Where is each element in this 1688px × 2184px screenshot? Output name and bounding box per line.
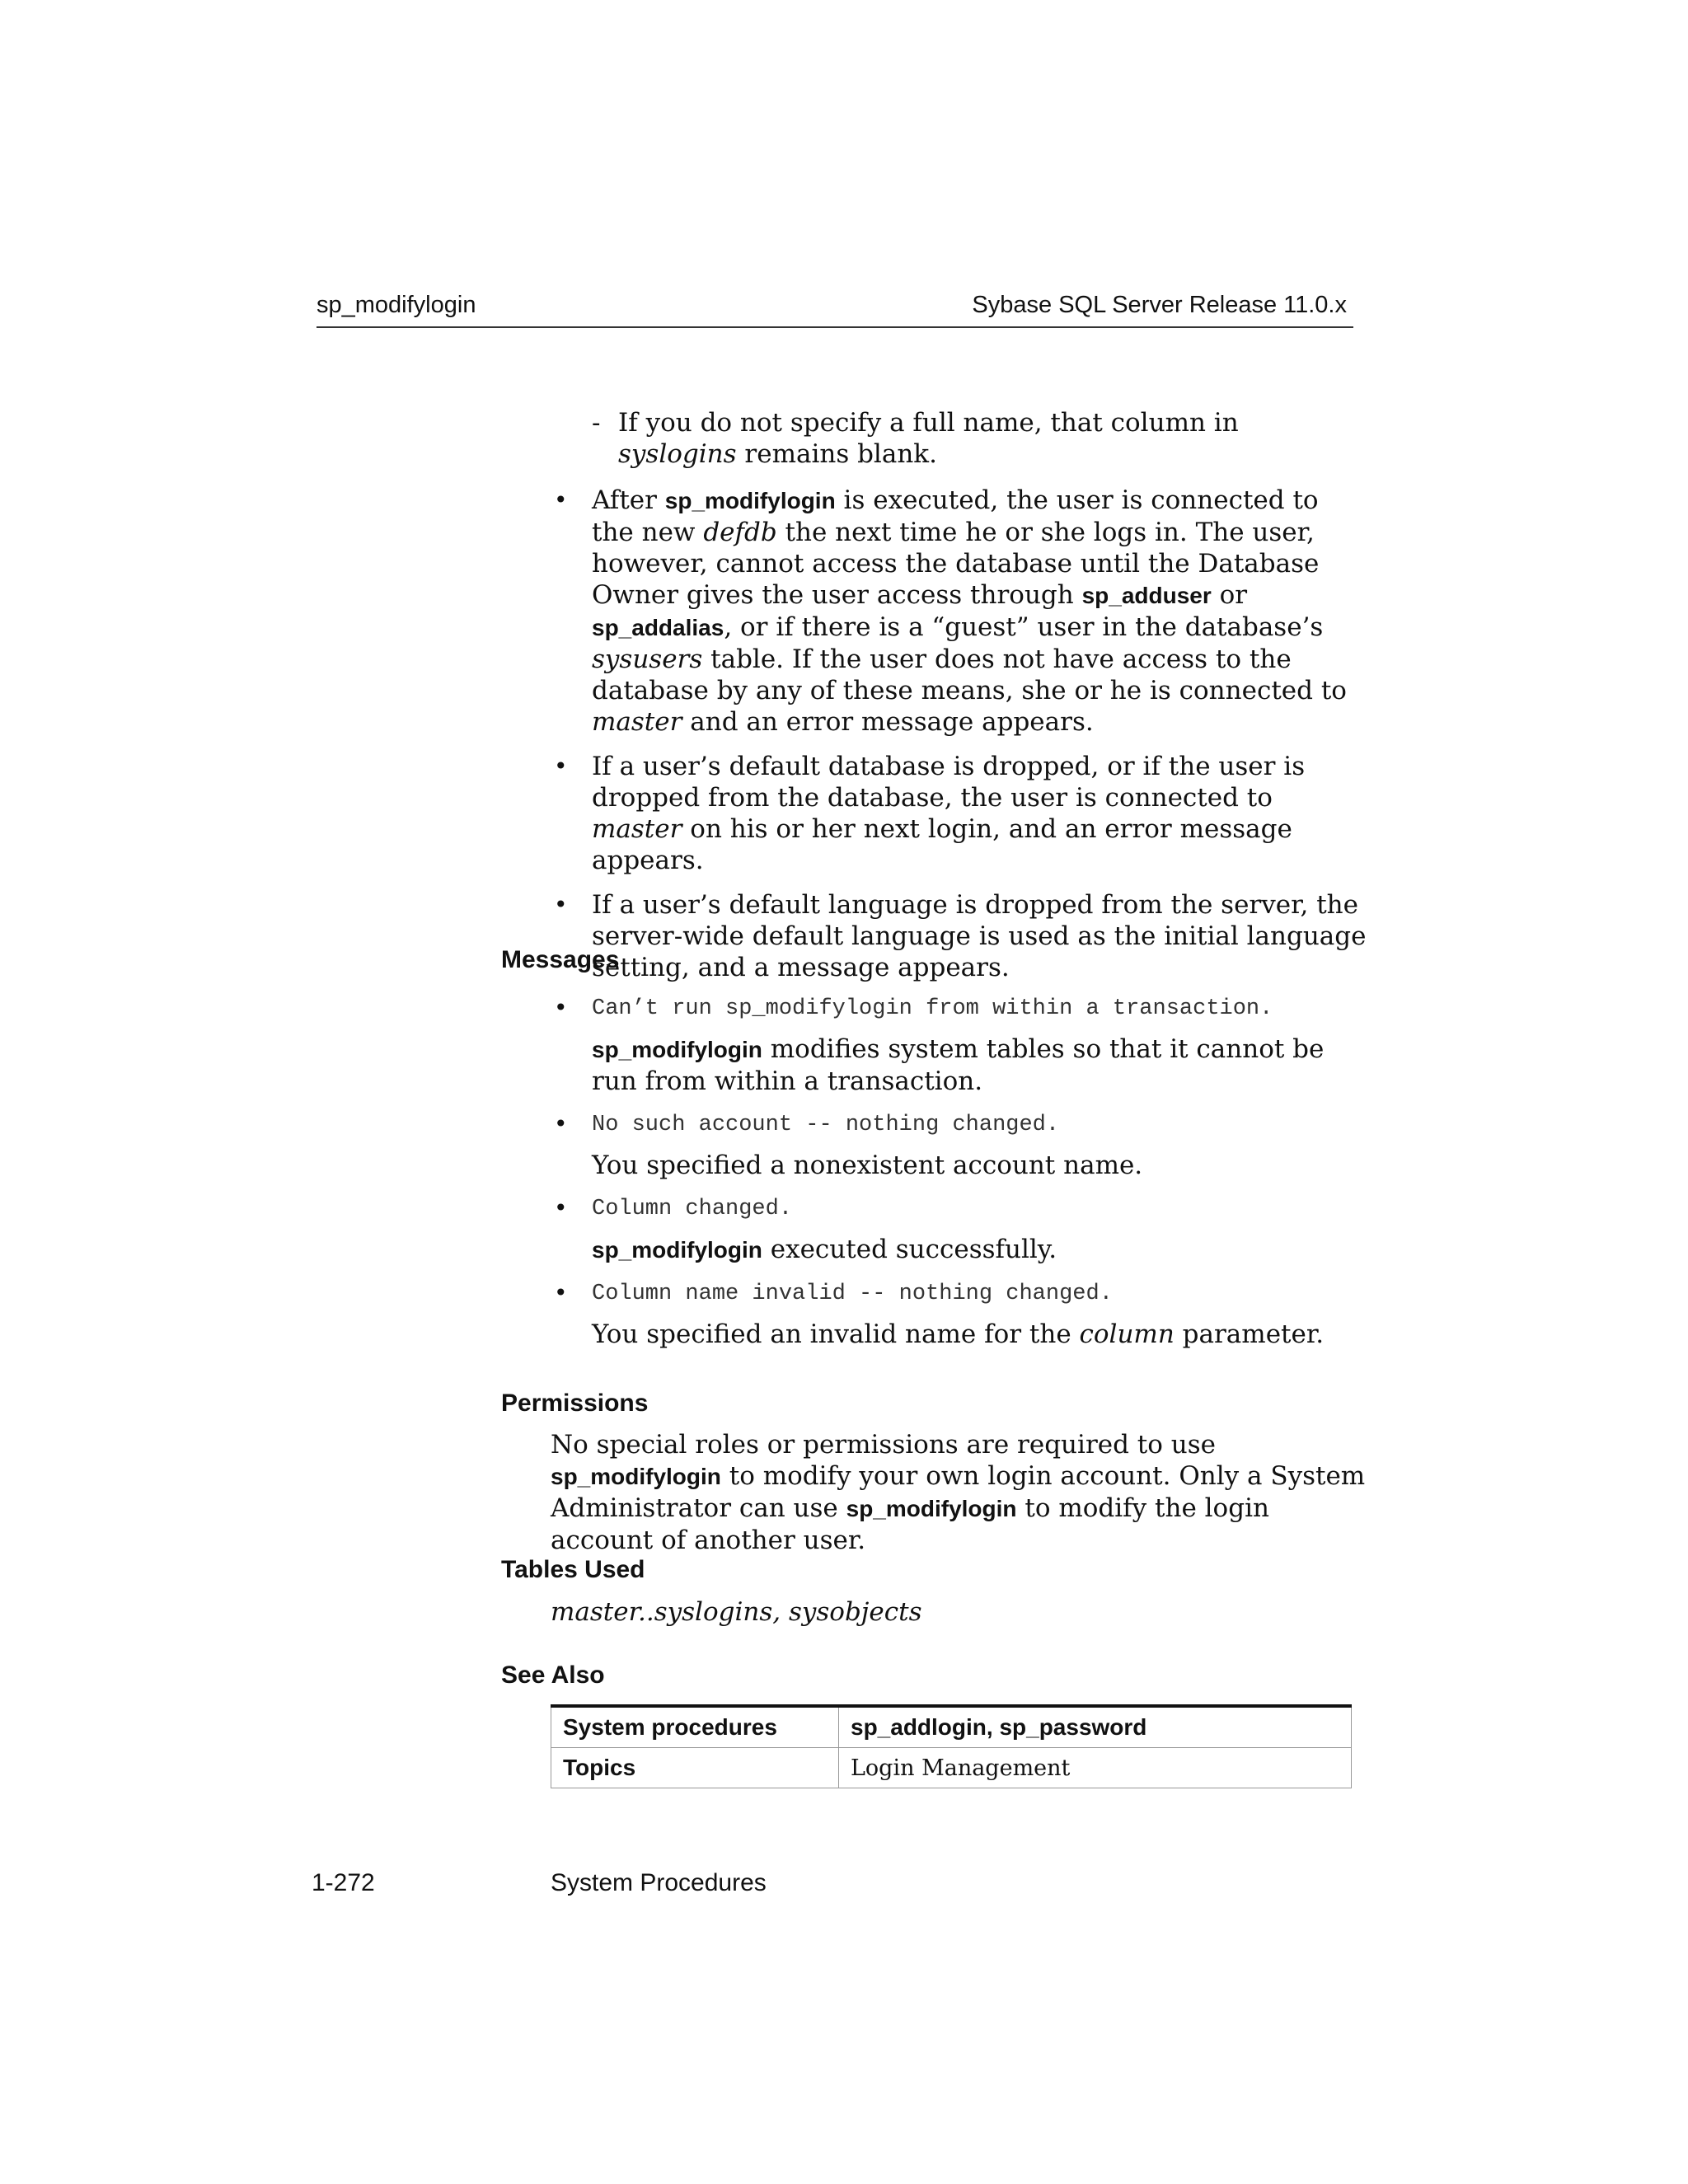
table-row xyxy=(551,1748,1352,1788)
footer-title: System Procedures xyxy=(551,1869,767,1896)
dash-mark: - xyxy=(592,408,601,438)
header-left-title: sp_modifylogin xyxy=(316,292,476,318)
permissions-paragraph: No special roles or permissions are required to use sp_modifylogin to modify your own login account. Only a System Administrator can use sp_modifylogin to modify the login account of another user. xyxy=(551,1430,1366,1555)
bullet-icon: • xyxy=(554,1279,568,1306)
bullet-icon: • xyxy=(554,1110,568,1137)
dash-text: If you do not specify a full name, that column in syslogins remains blank. xyxy=(618,408,1239,469)
list-item xyxy=(551,1193,1367,1266)
list-item: • If a user’s default language is dropped from the server, the server-wide default language is used as the initial language setting, and a message appears. xyxy=(554,890,1367,982)
usage-bullets xyxy=(551,485,1367,996)
bullet-icon: • xyxy=(554,486,568,513)
table-cell-label: System procedures xyxy=(551,1706,839,1748)
bullet-icon: • xyxy=(554,891,568,918)
table-cell-label: Topics xyxy=(551,1748,839,1788)
bullet-icon: • xyxy=(554,752,568,780)
message-code: No such account -- nothing changed. xyxy=(592,1113,1060,1137)
list-item xyxy=(551,1277,1367,1350)
see-also-table xyxy=(551,1704,1352,1788)
page-number: 1-272 xyxy=(312,1869,375,1896)
list-item xyxy=(551,1108,1367,1181)
bullet-icon: • xyxy=(554,1194,568,1221)
running-header xyxy=(316,290,1353,328)
syslogins-term: syslogins xyxy=(618,439,737,469)
message-description: You specified a nonexistent account name. xyxy=(592,1151,1143,1180)
list-item: • After sp_modifylogin is executed, the user is connected to the new defdb the next time he or she logs in. The user, however, cannot access the database until the Database Owner gives the user access through sp_adduser or sp_addalias, or if there is a “guest” user in the database’s sysusers table. If the user does not have access to the database by any of these means, she or he is connected to master and an error message appears. xyxy=(554,485,1347,737)
header-right-title: Sybase SQL Server Release 11.0.x xyxy=(972,292,1347,318)
tables-used-heading: Tables Used xyxy=(501,1556,645,1583)
message-code: Column changed. xyxy=(592,1197,793,1221)
list-item: • If a user’s default database is dropped, or if the user is dropped from the database, the user is connected to master on his or her next login, and an error message appears. xyxy=(554,752,1306,875)
message-code: Can’t run sp_modifylogin from within a transaction. xyxy=(592,996,1273,1021)
bullet-icon: • xyxy=(554,994,568,1021)
table-row xyxy=(551,1706,1352,1748)
list-item xyxy=(551,992,1367,1097)
permissions-heading: Permissions xyxy=(501,1390,649,1417)
message-description: sp_modifylogin modifies system tables so that it cannot be run from within a transaction. xyxy=(592,1034,1325,1096)
message-code: Column name invalid -- nothing changed. xyxy=(592,1282,1113,1306)
message-description: sp_modifylogin executed successfully. xyxy=(592,1235,1057,1264)
table-cell-value: Login Management xyxy=(839,1748,1352,1788)
message-description: You specified an invalid name for the column parameter. xyxy=(592,1319,1325,1349)
messages-heading: Messages xyxy=(501,946,620,973)
table-cell-value: sp_addlogin, sp_password xyxy=(839,1706,1352,1748)
messages-list xyxy=(551,992,1367,1361)
tables-used-text: master..syslogins, sysobjects xyxy=(551,1597,922,1627)
see-also-heading: See Also xyxy=(501,1661,605,1689)
